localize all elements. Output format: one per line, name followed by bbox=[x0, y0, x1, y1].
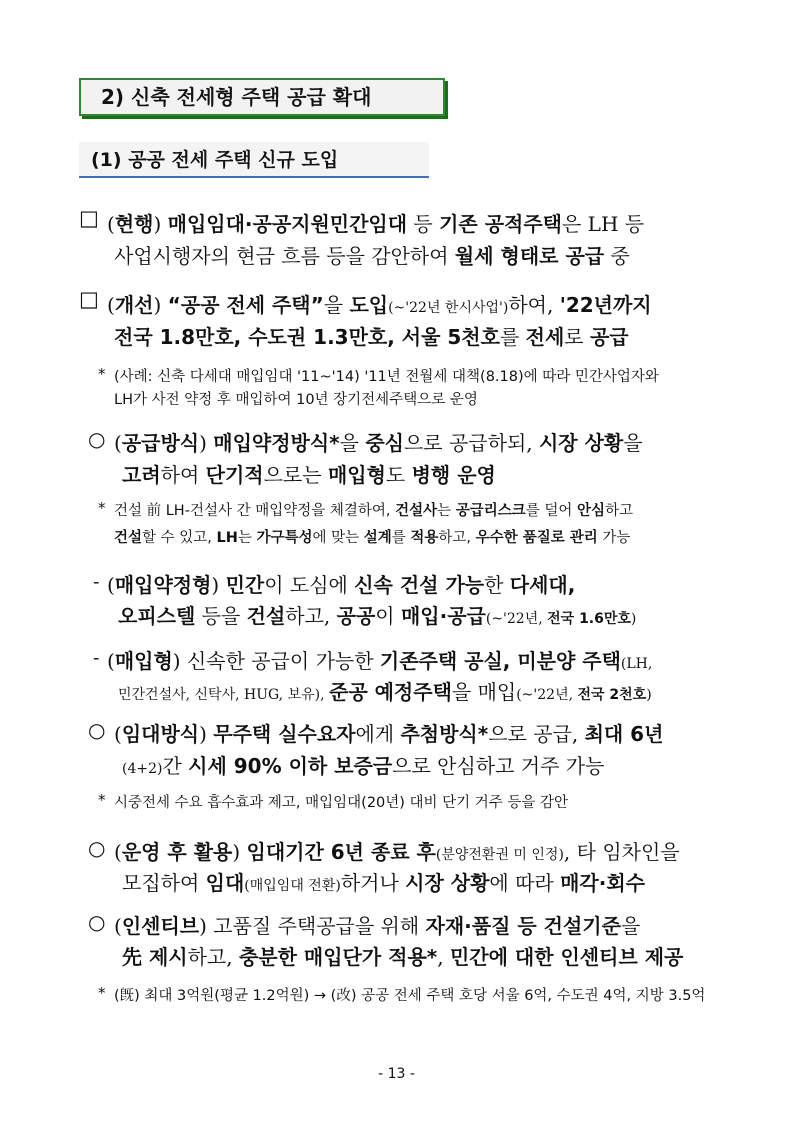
text-segment: 으로는 bbox=[263, 463, 328, 487]
text-segment: (분양전환권 미 인정) bbox=[435, 847, 564, 863]
square-bullet: □ bbox=[79, 206, 99, 230]
text-segment: 을 bbox=[623, 431, 643, 455]
text-segment: , bbox=[437, 945, 450, 969]
p3-line1 bbox=[114, 427, 643, 456]
bold-text: 가구특성 bbox=[256, 530, 313, 546]
note-star: * bbox=[98, 499, 106, 517]
bold-text: “공공 전세 주택” bbox=[167, 293, 324, 317]
bold-text: 운영 후 활용 bbox=[121, 840, 233, 864]
text-segment: 건설 前 LH-건설사 간 매입약정을 체결하여, bbox=[114, 503, 396, 519]
bold-text: 충분한 매입단가 적용* bbox=[238, 945, 438, 969]
dash-bullet: - bbox=[93, 647, 100, 669]
p7-line1 bbox=[114, 836, 680, 865]
bold-text: 임대방식 bbox=[121, 722, 200, 746]
text-segment: 등을 bbox=[195, 604, 247, 628]
text-segment: 를 bbox=[391, 530, 411, 546]
bold-text: 인센티브 bbox=[121, 914, 200, 938]
circle-bullet: ○ bbox=[88, 718, 106, 742]
text-segment: 를 bbox=[499, 325, 526, 349]
subsection-title: (1) 공공 전세 주택 신규 도입 bbox=[91, 149, 339, 171]
bold-text: 오피스텔 bbox=[118, 604, 196, 628]
bold-text: 월세 형태로 공급 bbox=[454, 244, 605, 268]
section-title-box bbox=[79, 78, 445, 116]
bold-text: 최대 6년 bbox=[584, 722, 664, 746]
text-segment: 할 수 있고, bbox=[142, 530, 217, 546]
text-segment: 을 bbox=[620, 914, 641, 938]
text-segment: ) bbox=[646, 687, 652, 703]
bold-text: 매각·회수 bbox=[560, 871, 645, 895]
bold-text: 민간 bbox=[225, 573, 265, 597]
bold-text: 전국 1.8만호, 수도권 1.3만호, 서울 5천호 bbox=[114, 325, 500, 349]
text-segment: ( bbox=[107, 212, 115, 236]
bold-text: 매입임대·공공지원민간임대 bbox=[167, 212, 408, 236]
text-segment: 하여, bbox=[508, 293, 560, 317]
bold-text: 임대기간 6년 종료 후 bbox=[246, 840, 436, 864]
section-title: 2) 신축 전세형 주택 공급 확대 bbox=[101, 85, 372, 109]
text-segment: 하고, bbox=[187, 945, 239, 969]
text-segment: 사업시행자의 현금 흐름 등을 감안하여 bbox=[114, 244, 455, 268]
text-segment: (매입임대 전환) bbox=[244, 878, 341, 894]
bold-text: 매입형 bbox=[327, 463, 386, 487]
text-segment: (~'22년, bbox=[516, 687, 578, 703]
bold-text: 전국 2천호 bbox=[577, 687, 647, 703]
text-segment: 하거나 bbox=[340, 871, 406, 895]
text-segment: ) bbox=[199, 722, 214, 746]
bold-text: 단기적 bbox=[205, 463, 264, 487]
p6-line1 bbox=[114, 718, 663, 747]
p1-line1 bbox=[107, 208, 644, 237]
note2-line2 bbox=[114, 526, 630, 547]
note4: (旣) 최대 3억원(평균 1.2억원) → (改) 공공 전세 주택 호당 서울 6억, 수도권 4억, 지방 3.5억 bbox=[114, 988, 706, 1004]
bold-text: 현행 bbox=[114, 212, 154, 236]
text-segment: 이 도심에 bbox=[264, 573, 355, 597]
text-segment: ) bbox=[153, 293, 168, 317]
bold-text: 준공 예정주택 bbox=[329, 680, 452, 704]
bold-text: 고려 bbox=[122, 463, 161, 487]
text-segment: (~'22년 한시사업') bbox=[388, 300, 509, 316]
bold-text: 공급리스크 bbox=[455, 503, 526, 519]
p3-line2 bbox=[122, 459, 496, 488]
note3: 시중전세 수요 흡수효과 제고, 매입임대(20년) 대비 단기 거주 등을 감안 bbox=[114, 795, 569, 811]
text-segment: 도 bbox=[385, 463, 412, 487]
bold-text: 임대 bbox=[205, 871, 245, 895]
text-segment: 가능 bbox=[597, 530, 631, 546]
bold-text: 매입약정형 bbox=[114, 573, 212, 597]
text-segment: 민간건설사, 신탁사, HUG, 보유), bbox=[118, 687, 329, 703]
bold-text: 기존 공적주택 bbox=[439, 212, 562, 236]
text-segment: 하고, bbox=[438, 530, 476, 546]
text-segment: ( bbox=[107, 649, 115, 673]
dash-bullet: - bbox=[93, 571, 100, 593]
text-segment: 을 bbox=[323, 293, 350, 317]
note1-line1: (사례: 신축 다세대 매입임대 '11~'14) '11년 전월세 대책(8.18)에 따라 민간사업자와 bbox=[114, 369, 659, 385]
text-segment: 모집하여 bbox=[122, 871, 206, 895]
p4-line1 bbox=[107, 569, 575, 598]
note1-line2: LH가 사전 약정 후 매입하여 10년 장기전세주택으로 운영 bbox=[114, 392, 478, 408]
note-star: * bbox=[98, 791, 106, 809]
text-segment: 으로 공급, bbox=[488, 722, 585, 746]
p6-line2 bbox=[122, 750, 604, 779]
text-segment: 는 bbox=[437, 503, 456, 519]
text-segment: 하고, bbox=[285, 604, 337, 628]
square-bullet: □ bbox=[79, 287, 99, 311]
p8-line2 bbox=[122, 941, 683, 970]
bold-text: 시장 상황 bbox=[538, 431, 624, 455]
bold-text: 전세 bbox=[525, 325, 565, 349]
bold-text: 매입약정방식* bbox=[213, 431, 340, 455]
text-segment: ) 신속한 공급이 가능한 bbox=[172, 649, 380, 673]
bold-text: 매입·공급 bbox=[400, 604, 486, 628]
text-segment: 등 bbox=[407, 212, 440, 236]
note-star: * bbox=[98, 984, 106, 1002]
text-segment: 으로 안심하고 거주 가능 bbox=[392, 754, 605, 778]
text-segment: 에 따라 bbox=[489, 871, 561, 895]
bold-text: 건설사 bbox=[395, 503, 438, 519]
text-segment: ( bbox=[107, 573, 115, 597]
bold-text: 시세 90% 이하 보증금 bbox=[188, 754, 393, 778]
bold-text: 민간에 대한 인센티브 제공 bbox=[449, 945, 684, 969]
text-segment: ( bbox=[114, 431, 122, 455]
text-segment: ) bbox=[199, 431, 214, 455]
text-segment: 은 LH 등 bbox=[562, 212, 645, 236]
text-segment: 을 bbox=[339, 431, 366, 455]
text-segment: 하여 bbox=[160, 463, 206, 487]
bold-text: 우수한 품질로 관리 bbox=[475, 530, 598, 546]
circle-bullet: ○ bbox=[88, 836, 106, 860]
bold-text: 공공 bbox=[336, 604, 376, 628]
subsection-title-bar bbox=[79, 142, 429, 178]
page-number: - 13 - bbox=[378, 1066, 415, 1082]
p2-line1 bbox=[107, 289, 652, 318]
bold-text: 공급 bbox=[589, 325, 629, 349]
text-segment: ) bbox=[153, 212, 168, 236]
text-segment: 중 bbox=[604, 244, 630, 268]
text-segment: ) bbox=[232, 840, 247, 864]
p2-line2 bbox=[114, 321, 629, 350]
bold-text: 무주택 실수요자 bbox=[213, 722, 356, 746]
text-segment: 간 bbox=[162, 754, 189, 778]
text-segment: (LH, bbox=[620, 656, 653, 672]
text-segment: 는 bbox=[237, 530, 257, 546]
text-segment: (~'22년, bbox=[485, 611, 548, 627]
text-segment: 하고 bbox=[605, 503, 634, 519]
bold-text: 추첨방식* bbox=[400, 722, 489, 746]
text-segment: 에게 bbox=[355, 722, 401, 746]
text-segment: 으로 공급하되, bbox=[403, 431, 539, 455]
text-segment: ) bbox=[630, 611, 637, 627]
bold-text: 신속 건설 가능 bbox=[354, 573, 485, 597]
text-segment: 로 bbox=[564, 325, 590, 349]
bold-text: LH bbox=[216, 530, 238, 546]
bold-text: 先 제시 bbox=[122, 945, 188, 969]
text-segment: , 타 임차인을 bbox=[563, 840, 680, 864]
text-segment: 를 덜어 bbox=[525, 503, 578, 519]
bold-text: 안심 bbox=[577, 503, 606, 519]
p1-line2 bbox=[114, 240, 630, 269]
text-segment: (4+2) bbox=[122, 761, 163, 777]
bold-text: '22년까지 bbox=[559, 293, 652, 317]
note-star: * bbox=[98, 365, 106, 383]
bold-text: 도입 bbox=[349, 293, 389, 317]
p7-line2 bbox=[122, 867, 645, 896]
bold-text: 기존주택 공실, 미분양 주택 bbox=[379, 649, 621, 673]
text-segment: 한 bbox=[484, 573, 510, 597]
text-segment: 을 매입 bbox=[451, 680, 517, 704]
circle-bullet: ○ bbox=[88, 910, 106, 934]
bold-text: 다세대, bbox=[509, 573, 576, 597]
bold-text: 중심 bbox=[365, 431, 404, 455]
text-segment: ) 고품질 주택공급을 위해 bbox=[199, 914, 426, 938]
text-segment: ) bbox=[211, 573, 226, 597]
bold-text: 병행 운영 bbox=[411, 463, 496, 487]
p4-line2 bbox=[118, 600, 636, 629]
bold-text: 개선 bbox=[114, 293, 154, 317]
text-segment: 에 맞는 bbox=[312, 530, 364, 546]
text-segment: ( bbox=[114, 914, 122, 938]
bold-text: 적용 bbox=[410, 530, 439, 546]
bold-text: 건설 bbox=[114, 530, 143, 546]
p5-line1 bbox=[107, 645, 652, 674]
circle-bullet: ○ bbox=[88, 427, 106, 451]
text-segment: ( bbox=[114, 722, 122, 746]
bold-text: 전국 1.6만호 bbox=[547, 611, 631, 627]
bold-text: 설계 bbox=[363, 530, 392, 546]
bold-text: 건설 bbox=[246, 604, 286, 628]
text-segment: ( bbox=[107, 293, 115, 317]
bold-text: 자재·품질 등 건설기준 bbox=[425, 914, 621, 938]
bold-text: 매입형 bbox=[114, 649, 173, 673]
bold-text: 공급방식 bbox=[121, 431, 200, 455]
note2-line1 bbox=[114, 499, 633, 520]
bold-text: 시장 상황 bbox=[405, 871, 490, 895]
p5-line2 bbox=[118, 676, 652, 705]
p8-line1 bbox=[114, 910, 640, 939]
text-segment: 이 bbox=[375, 604, 401, 628]
text-segment: ( bbox=[114, 840, 122, 864]
